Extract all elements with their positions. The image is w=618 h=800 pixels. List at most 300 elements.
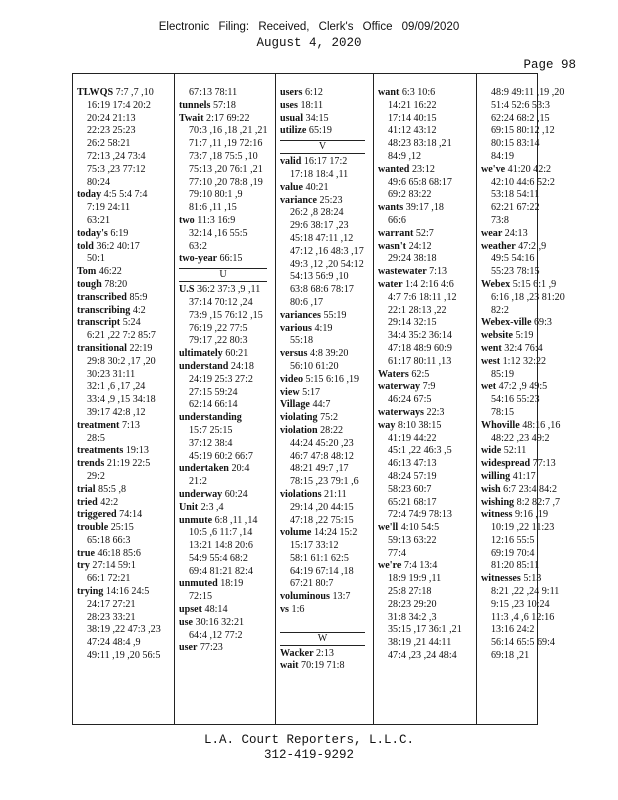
index-entry bbox=[481, 240, 547, 254]
index-entry bbox=[378, 279, 476, 292]
page-line-refs: 69:15 80:12 ,12 bbox=[491, 125, 555, 137]
index-term: tried bbox=[77, 496, 98, 508]
page-line-refs: 63:2 bbox=[189, 240, 207, 252]
page-line-refs: 13:21 14:8 20:6 bbox=[189, 540, 253, 552]
index-entry bbox=[77, 87, 174, 100]
index-entry bbox=[481, 496, 561, 510]
index-continuation bbox=[179, 335, 275, 348]
page-line-refs: 45:18 47:11 ,12 bbox=[290, 232, 354, 244]
page-line-refs: 48:24 57:19 bbox=[388, 470, 437, 482]
page-line-refs: 29:8 30:2 ,17 ,20 bbox=[87, 355, 156, 367]
index-term: we'll bbox=[378, 522, 399, 534]
page-line-refs: 77:4 bbox=[388, 547, 406, 559]
page-line-refs: 4:5 5:4 7:4 bbox=[103, 189, 148, 201]
index-term: violations bbox=[280, 488, 322, 500]
page-line-refs: 5:13 bbox=[523, 573, 542, 585]
index-continuation bbox=[179, 138, 275, 151]
index-continuation bbox=[280, 566, 373, 579]
index-continuation bbox=[481, 586, 560, 599]
index-term: Whoville bbox=[481, 419, 520, 431]
page-line-refs: 74:14 bbox=[119, 509, 143, 521]
page-line-refs: 9:16 ,19 bbox=[514, 509, 549, 521]
page-line-refs: 22:19 bbox=[129, 342, 153, 354]
index-column-2 bbox=[174, 74, 275, 724]
index-continuation bbox=[481, 305, 539, 318]
page-line-refs: 58:1 61:1 62:5 bbox=[290, 552, 349, 564]
page-line-refs: 52:11 bbox=[503, 445, 527, 457]
page-line-refs: 66:15 bbox=[219, 253, 243, 265]
index-term: upset bbox=[179, 604, 202, 616]
page-line-refs: 40:21 bbox=[305, 181, 329, 193]
page-line-refs: 30:16 32:21 bbox=[195, 616, 245, 628]
index-continuation bbox=[280, 463, 373, 476]
page-line-refs: 8:2 82:7 ,7 bbox=[516, 496, 561, 508]
index-column-3 bbox=[275, 74, 373, 724]
index-term: two bbox=[179, 214, 195, 226]
index-term: user bbox=[179, 642, 198, 654]
index-continuation bbox=[378, 599, 476, 612]
page-line-refs: 5:19 bbox=[515, 330, 534, 342]
page-line-refs: 65:21 68:17 bbox=[388, 496, 437, 508]
reporter-phone: 312-419-9292 bbox=[263, 748, 354, 762]
index-entry bbox=[280, 660, 373, 673]
index-term: transcribed bbox=[77, 291, 127, 303]
index-continuation bbox=[179, 87, 275, 100]
page-line-refs: 84:19 bbox=[491, 150, 514, 162]
page-line-refs: 72:4 74:9 78:13 bbox=[388, 509, 452, 521]
index-entry bbox=[481, 342, 543, 356]
page-line-refs: 42:2 bbox=[100, 496, 119, 508]
page-line-refs: 16:17 17:2 bbox=[303, 156, 348, 168]
page-line-refs: 85:19 bbox=[491, 368, 514, 380]
page-line-refs: 48:21 49:7 ,17 bbox=[290, 463, 349, 475]
index-continuation bbox=[77, 356, 174, 369]
page-line-refs: 32:1 ,6 ,17 ,24 bbox=[87, 381, 146, 393]
index-continuation bbox=[378, 497, 476, 510]
page-line-refs: 34:4 35:2 36:14 bbox=[388, 330, 452, 342]
index-continuation bbox=[77, 369, 174, 382]
index-continuation bbox=[77, 612, 174, 625]
page-line-refs: 20:24 21:13 bbox=[87, 112, 136, 124]
page-line-refs: 48:23 83:18 ,21 bbox=[388, 138, 452, 150]
page-line-refs: 62:14 66:14 bbox=[189, 399, 238, 411]
index-entry bbox=[378, 522, 476, 535]
page-line-refs: 73:7 ,18 75:5 ,10 bbox=[189, 150, 258, 162]
index-column-5 bbox=[476, 74, 565, 724]
page-line-refs: 41:17 bbox=[512, 470, 536, 482]
index-entry bbox=[179, 617, 275, 630]
page-line-refs: 32:14 ,16 55:5 bbox=[189, 227, 248, 239]
page-line-refs: 26:2 58:21 bbox=[87, 138, 131, 150]
index-continuation bbox=[378, 509, 476, 522]
index-entry bbox=[179, 604, 275, 617]
index-column-4 bbox=[373, 74, 476, 724]
page-line-refs: 54:13 56:9 ,10 bbox=[290, 271, 349, 283]
page-line-refs: 22:23 25:23 bbox=[87, 125, 136, 137]
index-continuation bbox=[378, 253, 476, 266]
index-term: underway bbox=[179, 488, 223, 500]
page-line-refs: 49:5 54:16 bbox=[491, 253, 535, 265]
index-continuation bbox=[280, 297, 373, 310]
index-entry bbox=[481, 509, 549, 522]
index-continuation bbox=[77, 394, 174, 407]
index-term: view bbox=[280, 386, 300, 398]
index-entry bbox=[280, 425, 373, 438]
page-line-refs: 54:16 55:23 bbox=[491, 394, 540, 406]
index-continuation bbox=[77, 330, 174, 343]
page-line-refs: 37:12 38:4 bbox=[189, 437, 233, 449]
page-line-refs: 16:19 17:4 20:2 bbox=[87, 99, 151, 111]
page-line-refs: 22:1 28:13 ,22 bbox=[388, 304, 447, 316]
index-entry bbox=[179, 489, 275, 502]
page-line-refs: 21:2 bbox=[189, 476, 207, 488]
index-entry bbox=[280, 591, 373, 604]
page-line-refs: 21:19 22:5 bbox=[106, 458, 151, 470]
index-continuation bbox=[179, 425, 275, 438]
index-continuation bbox=[179, 374, 275, 387]
page-line-refs: 72:13 ,24 73:4 bbox=[87, 150, 146, 162]
index-continuation bbox=[179, 189, 275, 202]
page-line-refs: 32:4 76:4 bbox=[504, 342, 543, 354]
index-continuation bbox=[77, 202, 174, 215]
index-term: trends bbox=[77, 458, 105, 470]
index-continuation bbox=[179, 438, 275, 451]
index-term: willing bbox=[481, 470, 511, 482]
page-line-refs: 59:13 63:22 bbox=[388, 534, 437, 546]
index-term: wishing bbox=[481, 496, 515, 508]
index-entry bbox=[280, 527, 373, 540]
index-term: wish bbox=[481, 483, 501, 495]
page-line-refs: 69:3 bbox=[534, 317, 552, 329]
index-term: transcribing bbox=[77, 304, 131, 316]
index-entry bbox=[179, 578, 275, 591]
page-line-refs: 24:19 25:3 27:2 bbox=[189, 373, 253, 385]
page-line-refs: 67:21 80:7 bbox=[290, 578, 334, 590]
index-continuation bbox=[280, 246, 373, 259]
index-entry bbox=[378, 266, 476, 279]
index-term: way bbox=[378, 419, 396, 431]
index-term: variance bbox=[280, 194, 317, 206]
index-continuation bbox=[77, 125, 174, 138]
page-line-refs: 50:1 bbox=[87, 253, 105, 265]
index-entry bbox=[481, 163, 552, 177]
index-continuation bbox=[179, 125, 275, 138]
page-line-refs: 71:7 ,11 ,19 72:16 bbox=[189, 138, 263, 150]
index-continuation bbox=[481, 637, 555, 650]
index-continuation bbox=[378, 343, 476, 356]
index-entry bbox=[77, 458, 174, 471]
index-continuation bbox=[77, 407, 174, 420]
page-line-refs: 46:13 47:13 bbox=[388, 458, 437, 470]
index-term: vs bbox=[280, 604, 289, 616]
index-term: website bbox=[481, 330, 513, 342]
index-continuation bbox=[378, 445, 476, 458]
page-line-refs: 54:9 55:4 68:2 bbox=[189, 552, 248, 564]
page-line-refs: 18:19 bbox=[220, 578, 244, 590]
index-entry bbox=[378, 164, 476, 177]
index-entry bbox=[481, 419, 561, 433]
index-continuation bbox=[481, 407, 539, 420]
index-continuation bbox=[481, 650, 539, 663]
index-entry bbox=[280, 604, 373, 617]
index-term: TLWQS bbox=[77, 87, 114, 98]
index-term: U.S bbox=[179, 284, 195, 296]
page-line-refs: 44:24 45:20 ,23 bbox=[290, 437, 354, 449]
transcript-date: August 4, 2020 bbox=[256, 36, 362, 50]
page-line-refs: 75:13 ,20 76:1 ,21 bbox=[189, 163, 263, 175]
index-term: tunnels bbox=[179, 99, 211, 111]
index-term: true bbox=[77, 547, 95, 559]
index-continuation bbox=[280, 259, 373, 272]
page-line-refs: 64:4 ,12 77:2 bbox=[189, 629, 243, 641]
index-entry bbox=[378, 369, 476, 382]
page-line-refs: 41:12 43:12 bbox=[388, 125, 437, 137]
index-continuation bbox=[280, 451, 373, 464]
index-term: unmute bbox=[179, 514, 213, 526]
page-line-refs: 48:14 bbox=[204, 604, 228, 616]
page-line-refs: 82:2 bbox=[491, 304, 509, 316]
index-entry bbox=[77, 497, 174, 510]
page-line-refs: 69:2 83:22 bbox=[388, 189, 432, 201]
page-line-refs: 11:3 16:9 bbox=[197, 214, 236, 226]
page-line-refs: 11:3 ,4 ,6 12:16 bbox=[491, 611, 555, 623]
page-line-refs: 80:6 ,17 bbox=[290, 296, 324, 308]
index-term: today bbox=[77, 189, 102, 201]
page-line-refs: 2:13 bbox=[316, 647, 334, 659]
page-line-refs: 35:15 ,17 36:1 ,21 bbox=[388, 624, 462, 636]
page-line-refs: 20:4 bbox=[231, 463, 250, 475]
index-continuation bbox=[179, 297, 275, 310]
index-term: witness bbox=[481, 509, 513, 521]
page-line-refs: 7:9 bbox=[422, 381, 436, 393]
page-line-refs: 17:14 40:15 bbox=[388, 112, 437, 124]
page-line-refs: 36:2 40:17 bbox=[96, 240, 140, 252]
page-line-refs: 13:16 24:2 bbox=[491, 624, 535, 636]
index-continuation bbox=[280, 361, 373, 374]
index-continuation bbox=[77, 650, 174, 663]
page-line-refs: 73:8 bbox=[491, 214, 509, 226]
page-line-refs: 69:19 70:4 bbox=[491, 547, 535, 559]
index-continuation bbox=[481, 176, 555, 190]
index-continuation bbox=[280, 515, 373, 528]
index-entry bbox=[280, 648, 373, 661]
index-continuation bbox=[378, 100, 476, 113]
index-term: west bbox=[481, 355, 501, 367]
index-continuation bbox=[481, 138, 539, 151]
index-entry bbox=[378, 241, 476, 254]
index-term: understand bbox=[179, 360, 229, 372]
page-line-refs: 6:19 bbox=[110, 227, 129, 239]
index-entry bbox=[481, 355, 547, 369]
index-continuation bbox=[77, 433, 174, 446]
index-continuation bbox=[280, 169, 373, 182]
index-continuation bbox=[179, 164, 275, 177]
index-term: we've bbox=[481, 163, 506, 175]
index-entry bbox=[179, 502, 275, 515]
index-continuation bbox=[280, 233, 373, 246]
index-continuation bbox=[179, 540, 275, 553]
page-line-refs: 1:6 bbox=[291, 604, 305, 616]
index-entry bbox=[179, 284, 275, 297]
index-continuation bbox=[179, 177, 275, 190]
page-line-refs: 78:15 bbox=[491, 406, 514, 418]
page-line-refs: 41:20 42:2 bbox=[507, 163, 552, 175]
page-line-refs: 6:21 ,22 7:2 85:7 bbox=[87, 330, 156, 342]
index-continuation bbox=[378, 548, 476, 561]
page-line-refs: 49:11 ,19 ,20 56:5 bbox=[87, 650, 161, 662]
page-line-refs: 18:11 bbox=[300, 99, 324, 111]
page-line-refs: 1:4 2:16 4:6 bbox=[405, 278, 454, 290]
index-entry bbox=[481, 381, 548, 394]
index-term: trial bbox=[77, 483, 96, 495]
index-continuation bbox=[481, 151, 539, 164]
page-line-refs: 14:21 16:22 bbox=[388, 99, 437, 111]
page-line-refs: 8:21 ,22 ,24 9:11 bbox=[491, 586, 560, 598]
index-continuation bbox=[481, 99, 550, 113]
index-entry bbox=[280, 323, 373, 336]
index-entry bbox=[77, 241, 174, 254]
page-line-refs: 52:7 bbox=[415, 227, 434, 239]
page-line-refs: 29:24 38:18 bbox=[388, 253, 437, 265]
section-letter: V bbox=[280, 140, 365, 154]
index-continuation bbox=[481, 522, 555, 535]
index-continuation bbox=[77, 253, 174, 266]
index-entry bbox=[378, 407, 476, 420]
page-line-refs: 63:8 68:6 78:17 bbox=[290, 284, 354, 296]
page-line-refs: 34:15 bbox=[305, 112, 329, 124]
page-line-refs: 51:4 52:6 53:3 bbox=[491, 99, 550, 111]
page-line-refs: 63:21 bbox=[87, 214, 110, 226]
index-term: treatments bbox=[77, 445, 124, 457]
page-line-refs: 79:17 ,22 80:3 bbox=[189, 335, 248, 347]
page-line-refs: 67:13 78:11 bbox=[189, 87, 238, 98]
index-term: transcript bbox=[77, 317, 121, 329]
page-line-refs: 78:20 bbox=[104, 278, 128, 290]
page-line-refs: 66:1 72:21 bbox=[87, 573, 131, 585]
index-continuation bbox=[481, 266, 539, 279]
index-column-1 bbox=[73, 74, 174, 724]
page-line-refs: 4:8 39:20 bbox=[310, 348, 349, 360]
index-entry bbox=[280, 125, 373, 138]
index-continuation bbox=[378, 535, 476, 548]
index-entry bbox=[77, 484, 174, 497]
index-continuation bbox=[378, 305, 476, 318]
index-continuation bbox=[378, 458, 476, 471]
index-entry bbox=[77, 305, 174, 318]
index-term: warrant bbox=[378, 227, 414, 239]
index-continuation bbox=[378, 433, 476, 446]
index-entry bbox=[77, 292, 174, 305]
page-line-refs: 65:18 66:3 bbox=[87, 534, 131, 546]
page-line-refs: 75:3 ,23 77:12 bbox=[87, 163, 146, 175]
index-term: various bbox=[280, 322, 312, 334]
index-term: volume bbox=[280, 527, 312, 539]
index-continuation bbox=[481, 87, 565, 100]
page-line-refs: 49:3 ,12 ,20 54:12 bbox=[290, 258, 364, 270]
page-line-refs: 12:16 55:5 bbox=[491, 534, 535, 546]
index-continuation bbox=[481, 291, 565, 305]
index-continuation bbox=[378, 624, 476, 637]
index-entry bbox=[179, 253, 275, 266]
index-continuation bbox=[481, 394, 539, 407]
page-line-refs: 61:17 80:11 ,13 bbox=[388, 355, 452, 367]
page-line-refs: 6:16 ,18 ,23 81:20 bbox=[491, 291, 565, 303]
index-term: wet bbox=[481, 381, 497, 393]
page-line-refs: 41:19 44:22 bbox=[388, 432, 437, 444]
index-continuation bbox=[77, 138, 174, 151]
index-entry bbox=[77, 522, 174, 535]
page-line-refs: 46:18 85:6 bbox=[97, 547, 141, 559]
index-term: tough bbox=[77, 278, 102, 290]
word-index-frame bbox=[72, 73, 565, 725]
page-line-refs: 38:19 ,21 44:11 bbox=[388, 637, 452, 649]
filing-header: Electronic Filing: Received, Clerk's Office 09/09/2020 bbox=[158, 21, 460, 33]
page-line-refs: 7:13 bbox=[429, 266, 448, 278]
index-entry bbox=[77, 266, 174, 279]
index-continuation bbox=[481, 535, 539, 548]
index-continuation bbox=[481, 369, 539, 382]
index-continuation bbox=[481, 215, 539, 228]
index-entry bbox=[179, 100, 275, 113]
page-line-refs: 48:16 ,16 bbox=[522, 419, 561, 431]
index-entry bbox=[280, 374, 373, 387]
page-line-refs: 25:15 bbox=[110, 522, 134, 534]
page-line-refs: 14:24 15:2 bbox=[313, 527, 358, 539]
index-continuation bbox=[378, 586, 476, 599]
reporter-company: L.A. Court Reporters, L.L.C. bbox=[203, 733, 415, 747]
page-line-refs: 4:10 54:5 bbox=[400, 522, 440, 534]
page-line-refs: 64:19 67:14 ,18 bbox=[290, 565, 354, 577]
page-line-refs: 28:23 29:20 bbox=[388, 598, 437, 610]
page-line-refs: 10:5 ,6 11:7 ,14 bbox=[189, 527, 253, 539]
index-entry bbox=[179, 113, 275, 126]
index-continuation bbox=[280, 207, 373, 220]
index-continuation bbox=[481, 548, 539, 561]
page-line-refs: 62:5 bbox=[411, 368, 430, 380]
index-continuation bbox=[280, 502, 373, 515]
index-entry bbox=[280, 195, 373, 208]
index-term: undertaken bbox=[179, 463, 229, 475]
index-continuation bbox=[179, 151, 275, 164]
page-line-refs: 73:9 ,15 76:12 ,15 bbox=[189, 309, 263, 321]
page-line-refs: 27:14 59:1 bbox=[92, 560, 136, 572]
index-continuation bbox=[179, 566, 275, 579]
index-entry bbox=[179, 215, 275, 228]
page-line-refs: 6:7 23:4 84:2 bbox=[503, 483, 558, 495]
page-line-refs: 56:14 65:5 69:4 bbox=[491, 637, 555, 649]
index-term: wasn't bbox=[378, 240, 407, 252]
index-term: wide bbox=[481, 445, 502, 457]
index-entry bbox=[481, 278, 557, 292]
page-line-refs: 55:18 bbox=[290, 335, 313, 347]
index-term: weather bbox=[481, 240, 516, 252]
page-line-refs: 24:17 27:21 bbox=[87, 598, 136, 610]
column-spacer bbox=[280, 617, 373, 630]
page-line-refs: 25:23 bbox=[319, 194, 343, 206]
page-line-refs: 47:18 ,22 75:15 bbox=[290, 514, 354, 526]
index-term: transitional bbox=[77, 342, 127, 354]
page-line-refs: 78:15 ,23 79:1 ,6 bbox=[290, 476, 359, 488]
index-continuation bbox=[77, 100, 174, 113]
page-line-refs: 80:15 83:14 bbox=[491, 138, 540, 150]
index-term: trying bbox=[77, 586, 104, 598]
page-line-refs: 46:7 47:8 48:12 bbox=[290, 450, 354, 462]
page-line-refs: 7:19 24:11 bbox=[87, 202, 131, 214]
index-term: Waters bbox=[378, 368, 409, 380]
index-term: variances bbox=[280, 309, 321, 321]
index-continuation bbox=[378, 650, 476, 663]
page-line-refs: 72:15 bbox=[189, 591, 212, 603]
